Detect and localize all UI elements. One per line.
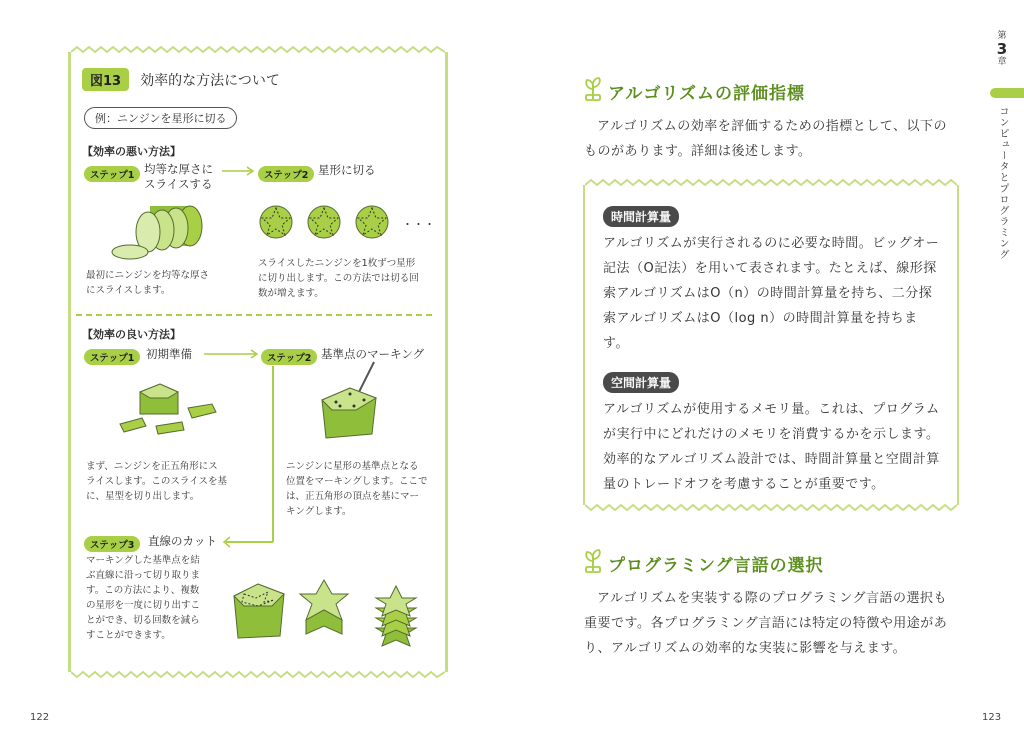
sprout-icon [583, 549, 603, 573]
good-caption2: ニンジンに星形の基準点となる 位置をマーキングします。ここで は、正五角形の頂点を基にマー キングします。 [286, 461, 428, 517]
bad-step2 [258, 163, 314, 182]
section2-heading: プログラミング言語の選択 [608, 556, 824, 576]
good-step1-tag: ステップ1 [84, 349, 140, 365]
connector-line-vertical [272, 366, 274, 542]
good-method-heading: 【効率の良い方法】 [82, 328, 181, 341]
pentagon-prep-illustration [112, 378, 224, 442]
page-number-left: 122 [30, 712, 50, 723]
good-step3 [84, 533, 140, 552]
arrow-left-icon [222, 536, 232, 548]
good-step2 [261, 346, 317, 365]
chapter-marker [994, 30, 1010, 69]
term2-description: アルゴリズムが使用するメモリ量。これは、プログラムが実行中にどれだけのメモリを消費するかを示します。効率的なアルゴリズム設計では、時間計算量と空間計算量のトレードオフを考慮することが重要です。 [603, 402, 940, 492]
zigzag-border-top [71, 46, 445, 54]
ellipsis: ・・・ [402, 218, 435, 231]
zigzag-border-bottom [585, 503, 957, 511]
chapter-label-bottom: 章 [997, 57, 1007, 67]
section1-body: アルゴリズムの効率を評価するための指標として、以下のものがあります。詳細は後述します。 [584, 119, 947, 159]
bad-caption2: スライスしたニンジンを1枚ずつ星形 に切り出します。この方法では切る回 数が増えます。 [258, 258, 419, 299]
bad-step1-tag: ステップ1 [84, 166, 140, 182]
section2-body: アルゴリズムを実装する際のプログラミング言語の選択も重要です。各プログラミング言語には特定の特徴や用途があり、アルゴリズムの効率的な実装に影響を与えます。 [584, 591, 948, 656]
bad-method-heading: 【効率の悪い方法】 [82, 145, 181, 158]
good-step2-tag: ステップ2 [261, 349, 317, 365]
chapter-number: 3 [996, 40, 1008, 58]
term2-row [603, 372, 679, 393]
bad-step2-label: 星形に切る [318, 163, 376, 177]
sprout-icon [583, 77, 603, 101]
arrow-right-icon [204, 349, 260, 359]
bad-caption1: 最初にニンジンを均等な厚さ にスライスします。 [86, 270, 210, 296]
zigzag-border-bottom [71, 670, 445, 678]
chapter-label-top: 第 [997, 31, 1007, 41]
section1-heading: アルゴリズムの評価指標 [608, 84, 805, 104]
sliced-carrot-illustration [110, 196, 210, 266]
bad-step1-label: 均等な厚さに スライスする [144, 162, 213, 191]
good-step1 [84, 346, 140, 365]
marking-illustration [316, 360, 386, 450]
section-divider [76, 314, 432, 316]
connector-line-horizontal [226, 541, 273, 543]
arrow-right-icon [222, 166, 256, 176]
figure-title: 効率的な方法について [140, 73, 280, 89]
chapter-tab [990, 88, 1024, 98]
term2-tag: 空間計算量 [603, 372, 679, 393]
figure-tag: 図13 [82, 68, 129, 91]
term1-tag: 時間計算量 [603, 206, 679, 227]
term1-row [603, 206, 679, 227]
star-cut-illustration [228, 572, 428, 652]
good-step1-label: 初期準備 [146, 347, 192, 361]
page-number-right: 123 [982, 712, 1002, 723]
term1-description: アルゴリズムが実行されるのに必要な時間。ビッグオー記法（O記法）を用いて表されます。たとえば、線形探索アルゴリズムはO（n）の時間計算量を持ち、二分探索アルゴリズムはO（log n）の時間計算量を持ちます。 [603, 236, 940, 351]
good-step3-tag: ステップ3 [84, 536, 140, 552]
example-pill: 例：ニンジンを星形に切る [84, 107, 237, 129]
good-step2-label: 基準点のマーキング [321, 347, 425, 361]
good-caption3: マーキングした基準点を結 ぶ直線に沿って切り取りま す。この方法により、複数 の星形を一度に切り出すこ とができ、切る回数を減ら すことができます。 [86, 555, 201, 641]
chapter-title: コンピュータとプログラミング [997, 106, 1008, 260]
good-step3-label: 直線のカット [148, 534, 217, 548]
zigzag-border-top [585, 179, 957, 187]
bad-step2-tag: ステップ2 [258, 166, 314, 182]
figure-title-row [82, 68, 280, 91]
bad-step1 [84, 163, 140, 182]
good-caption1: まず、ニンジンを正五角形にス ライスします。このスライスを基 に、星型を切り出します。 [86, 461, 227, 502]
